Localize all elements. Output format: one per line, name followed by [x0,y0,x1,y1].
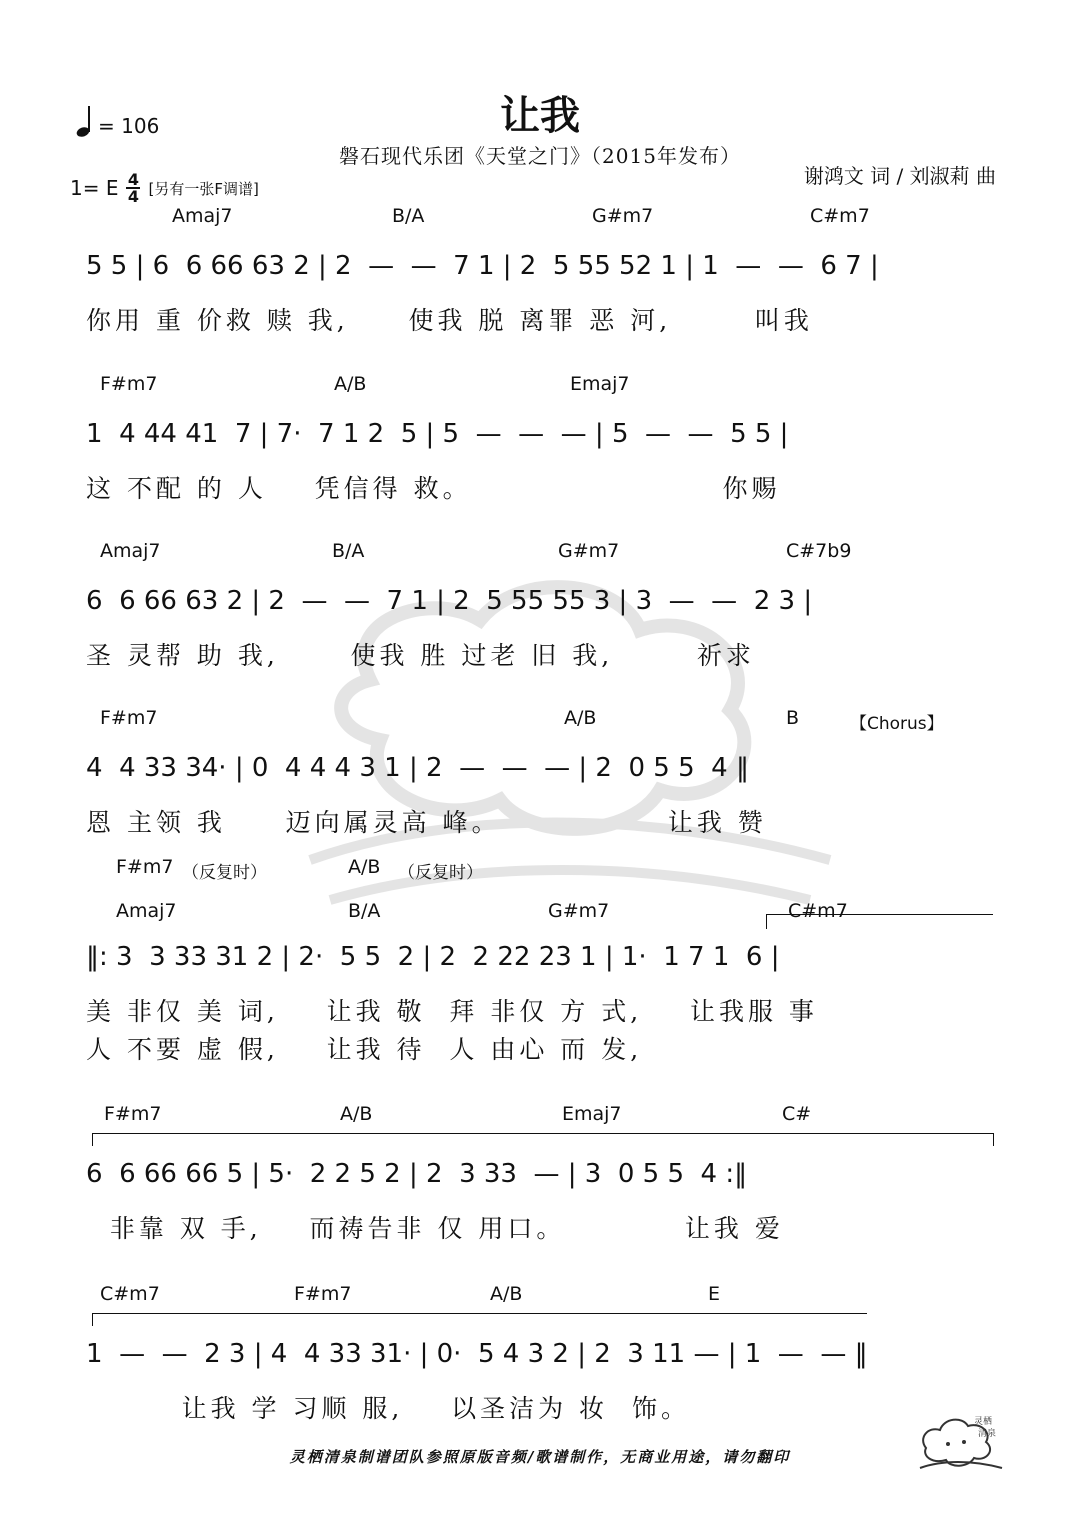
lyrics-line: 让我 学 习顺 服, 以圣洁为 妆 饰。 [86,1394,690,1423]
notation-line: 5 5 | 6 6 66 63 2 | 2 — — 7 1 | 2 5 55 52 1 | 1 — — 6 7 | [86,251,879,281]
chord: C#7b9 [786,540,852,562]
repeat-note: （反复时） [398,863,483,883]
watermark-logo [250,560,870,940]
chord: B/A [348,900,381,922]
tempo-marking [76,104,159,138]
chord: Amaj7 [116,900,177,922]
chord: Amaj7 [100,540,161,562]
lyrics-line: 美 非仅 美 词, 让我 敬 拜 非仅 方 式, 让我服 事 [86,997,818,1026]
chord: B [786,707,800,729]
lyrics-line: 圣 灵帮 助 我, 使我 胜 过老 旧 我, 祈求 [86,641,755,670]
volta-bracket-span [92,1133,994,1146]
key-signature [70,172,259,204]
chord: Amaj7 [172,205,233,227]
tempo-value: = 106 [98,114,160,138]
chord: Emaj7 [570,373,630,395]
chord: C# [782,1103,812,1125]
chorus-tag: 【Chorus】 [850,714,944,734]
chord: A/B [564,707,597,729]
repeat-note: （反复时） [182,863,267,883]
chord: G#m7 [558,540,620,562]
key-label: 1= E [70,176,119,200]
time-signature [126,172,140,204]
quarter-note-icon [76,104,94,138]
key-note: [另有一张F调谱] [148,179,259,198]
chord: F#m7 [294,1283,352,1305]
notation-line: ‖: 3 3 33 31 2 | 2· 5 5 2 | 2 2 22 23 1 | 1· 1 7 1 6 | [86,942,780,972]
chord: Emaj7 [562,1103,622,1125]
lyrics-line: 非靠 双 手, 而祷告非 仅 用口。 让我 爱 [86,1214,784,1243]
song-title: 让我 [500,92,580,139]
chord: B/A [332,540,365,562]
chord: C#m7 [810,205,870,227]
chord-alt: F#m7 [116,856,174,878]
chord: B/A [392,205,425,227]
song-subtitle: 磐石现代乐团《天堂之门》（2015年发布） [339,144,741,168]
time-top: 4 [127,170,140,189]
chord: F#m7 [100,707,158,729]
chord: G#m7 [548,900,610,922]
volta-bracket-1 [766,914,993,929]
time-bottom: 4 [127,187,140,206]
chord: E [708,1283,721,1305]
svg-text:灵栖: 灵栖 [974,1417,993,1427]
notation-line: 6 6 66 66 5 | 5· 2 2 5 2 | 2 3 33 — | 3 0 5 5 4 :‖ [86,1159,748,1189]
lyrics-line: 恩 主领 我 迈向属灵高 峰。 让我 赞 [86,808,767,837]
chord: C#m7 [788,900,848,922]
footer-note: 灵栖清泉制谱团队参照原版音频/歌谱制作，无商业用途，请勿翻印 [289,1448,791,1466]
chord: F#m7 [100,373,158,395]
notation-line: 1 4 44 41 7 | 7· 7 1 2 5 | 5 — — — | 5 — — 5 5 | [86,419,789,449]
chord: F#m7 [104,1103,162,1125]
chord: A/B [490,1283,523,1305]
song-authors: 谢鸿文 词 / 刘淑莉 曲 [803,164,996,188]
chord-alt: A/B [348,856,381,878]
chord: A/B [334,373,367,395]
notation-line: 1 — — 2 3 | 4 4 33 31· | 0· 5 4 3 2 | 2 3 11 — | 1 — — ‖ [86,1339,868,1369]
chord: C#m7 [100,1283,160,1305]
lyrics-line: 你用 重 价救 赎 我, 使我 脱 离罪 恶 河, 叫我 [86,306,813,335]
volta-bracket-2 [92,1313,867,1326]
notation-line: 4 4 33 34· | 0 4 4 4 3 1 | 2 — — — | 2 0 5 5 4 ‖ [86,753,749,783]
chord: G#m7 [592,205,654,227]
chord: A/B [340,1103,373,1125]
lyrics-line: 这 不配 的 人 凭信得 救。 你赐 [86,474,781,503]
lingqi-logo [912,1408,1008,1472]
svg-text:清泉: 清泉 [978,1429,997,1439]
lyrics-line-2: 人 不要 虚 假, 让我 待 人 由心 而 发, [86,1035,643,1064]
notation-line: 6 6 66 63 2 | 2 — — 7 1 | 2 5 55 55 3 | 3 — — 2 3 | [86,586,813,616]
